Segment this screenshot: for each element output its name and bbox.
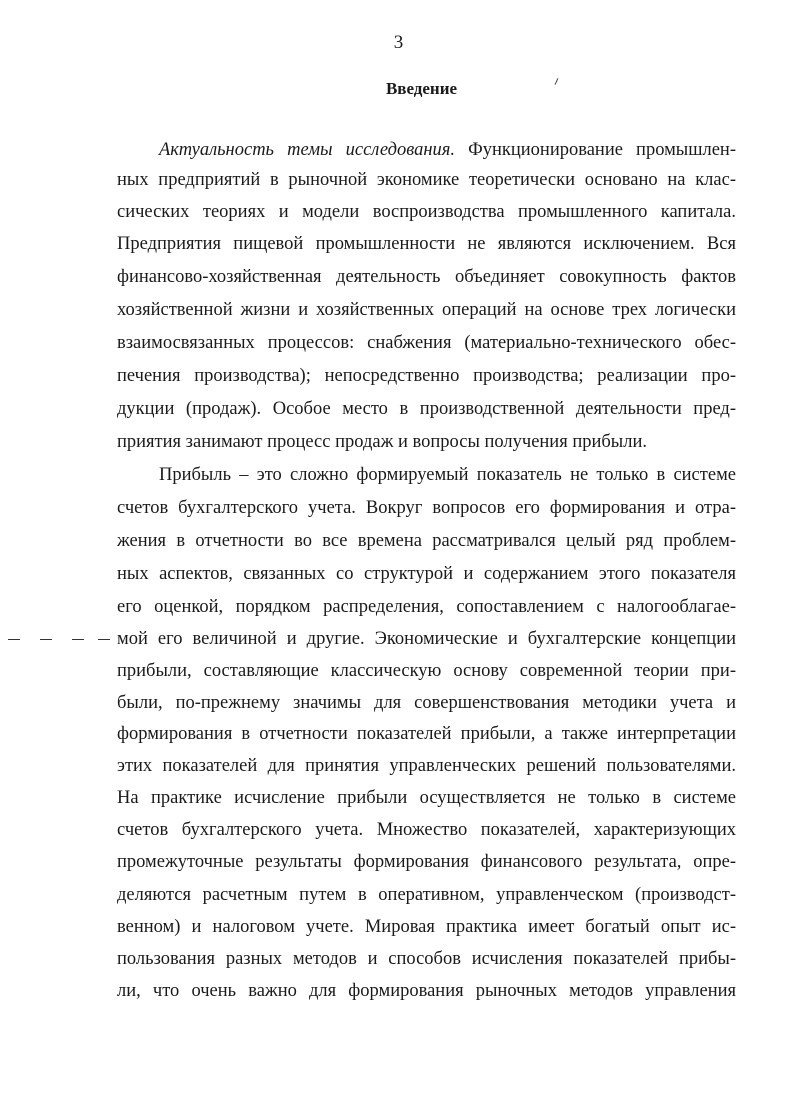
paragraph-2-line: прибыли, составляющие классическую основу современной теории при- <box>117 661 736 681</box>
section-heading: Введение <box>385 79 458 98</box>
paragraph-1-line: приятия занимают процесс продаж и вопросы получения прибыли. <box>117 432 647 452</box>
paragraph-1-italic-lead: Актуальность темы исследования. <box>159 140 456 160</box>
paragraph-2-line: Прибыль – это сложно формируемый показатель не только в системе <box>159 465 736 485</box>
scan-artifact-dash <box>98 639 110 640</box>
paragraph-2-line: промежуточные результаты формирования финансового результата, опре- <box>117 852 736 872</box>
scan-artifact-dash <box>72 639 84 640</box>
paragraph-2-line: жения в отчетности во все времена рассматривался целый ряд проблем- <box>117 531 736 551</box>
paragraph-2-line: счетов бухгалтерского учета. Множество показателей, характеризующих <box>117 820 736 840</box>
paragraph-2-line: деляются расчетным путем в оперативном, управленческом (производст- <box>117 885 736 905</box>
paragraph-1-line: финансово-хозяйственная деятельность объединяет совокупность фактов <box>117 267 736 287</box>
paragraph-2-line: этих показателей для принятия управленческих решений пользователями. <box>117 756 736 776</box>
scan-artifact-dash <box>40 639 52 640</box>
paragraph-2-line: венном) и налоговом учете. Мировая практика имеет богатый опыт ис- <box>117 917 736 937</box>
paragraph-2-line: ных аспектов, связанных со структурой и содержанием этого показателя <box>117 564 736 584</box>
paragraph-1-line-1-text: Функционирование промышлен- <box>468 140 736 160</box>
paragraph-1-line: печения производства); непосредственно производства; реализации про- <box>117 366 736 386</box>
paragraph-1-line: хозяйственной жизни и хозяйственных операций на основе трех логически <box>117 300 736 320</box>
paragraph-2-line: На практике исчисление прибыли осуществляется не только в системе <box>117 788 736 808</box>
paragraph-2-line: формирования в отчетности показателей прибыли, а также интерпретации <box>117 724 736 744</box>
scan-artifact-dash <box>8 639 20 640</box>
paragraph-1-line: Предприятия пищевой промышленности не являются исключением. Вся <box>117 234 736 254</box>
paragraph-2-line: мой его величиной и другие. Экономические и бухгалтерские концепции <box>117 629 736 649</box>
paragraph-1-line: сических теориях и модели воспроизводства промышленного капитала. <box>117 202 736 222</box>
paragraph-1-line: ных предприятий в рыночной экономике теоретически основано на клас- <box>117 170 736 190</box>
paragraph-2-line: счетов бухгалтерского учета. Вокруг вопросов его формирования и отра- <box>117 498 736 518</box>
paragraph-2-line: пользования разных методов и способов исчисления показателей прибы- <box>117 949 736 969</box>
paragraph-2-line: его оценкой, порядком распределения, сопоставлением с налогооблагае- <box>117 597 736 617</box>
paragraph-2-line: ли, что очень важно для формирования рыночных методов управления <box>117 981 736 1001</box>
paragraph-1-line-1 <box>159 135 736 165</box>
paragraph-1-line: взаимосвязанных процессов: снабжения (материально-технического обес- <box>117 333 736 353</box>
paragraph-2-line: были, по-прежнему значимы для совершенствования методики учета и <box>117 693 736 713</box>
paragraph-1-line: дукции (продаж). Особое место в производственной деятельности пред- <box>117 399 736 419</box>
page-number: 3 <box>393 32 404 53</box>
